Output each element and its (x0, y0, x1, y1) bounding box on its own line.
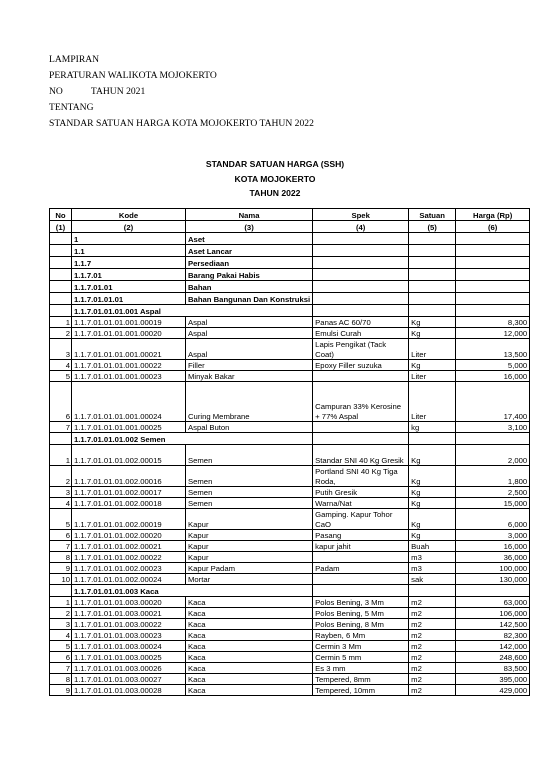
cell-kode: 1.1.7.01.01.01.003.00023 (72, 630, 186, 641)
cell-satuan: Kg (409, 317, 456, 328)
cell-no: 5 (50, 641, 72, 652)
table-row (50, 652, 530, 663)
section-kode: 1.1.7 (72, 257, 186, 269)
table-row (50, 487, 530, 498)
section-nama: Aset Lancar (186, 245, 313, 257)
cell-nama: Filler (186, 360, 313, 371)
section-nama: Persediaan (186, 257, 313, 269)
col-header-no: No (50, 209, 72, 221)
col-num-3: (3) (186, 221, 313, 233)
cell-satuan: m2 (409, 597, 456, 608)
cell-satuan: sak (409, 574, 456, 585)
table-row (50, 674, 530, 685)
cell-harga: 3,000 (456, 530, 530, 541)
cell-satuan: Kg (409, 445, 456, 466)
cell-harga: 16,000 (456, 371, 530, 382)
cell-kode: 1.1.7.01.01.01.003.00027 (72, 674, 186, 685)
table-row (50, 509, 530, 530)
cell-spek (313, 552, 409, 563)
price-table (49, 208, 530, 696)
cell-no: 4 (50, 360, 72, 371)
header-line-lampiran: LAMPIRAN (49, 54, 100, 65)
cell-kode: 1.1.7.01.01.01.001.00023 (72, 371, 186, 382)
cell-no: 2 (50, 608, 72, 619)
cell-harga: 106,000 (456, 608, 530, 619)
cell-kode: 1.1.7.01.01.01.003.00020 (72, 597, 186, 608)
cell-satuan: Buah (409, 541, 456, 552)
col-header-nama: Nama (186, 209, 313, 221)
header-line-tentang: TENTANG (49, 102, 94, 113)
table-header-row (50, 209, 530, 221)
table-row (50, 552, 530, 563)
cell-nama: Semen (186, 466, 313, 487)
group-label: 1.1.7.01.01.01.001 Aspal (72, 305, 313, 317)
table-row (50, 630, 530, 641)
cell-kode: 1.1.7.01.01.01.003.00024 (72, 641, 186, 652)
section-kode: 1 (72, 233, 186, 245)
cell-no: 3 (50, 619, 72, 630)
group-row-aspal (50, 305, 530, 317)
table-row (50, 371, 530, 382)
cell-nama: Kaca (186, 674, 313, 685)
cell-no: 5 (50, 371, 72, 382)
cell-satuan: m2 (409, 685, 456, 696)
cell-no: 7 (50, 663, 72, 674)
cell-nama: Kaca (186, 652, 313, 663)
cell-satuan: kg (409, 422, 456, 433)
table-row (50, 541, 530, 552)
title-line-3: TAHUN 2022 (249, 188, 301, 198)
cell-harga: 3,100 (456, 422, 530, 433)
cell-no: 1 (50, 597, 72, 608)
cell-harga: 248,600 (456, 652, 530, 663)
cell-spek: Rayben, 6 Mm (313, 630, 409, 641)
table-row (50, 498, 530, 509)
col-header-spek: Spek (313, 209, 409, 221)
cell-no: 9 (50, 563, 72, 574)
cell-satuan: m3 (409, 552, 456, 563)
cell-spek: Tempered, 10mm (313, 685, 409, 696)
cell-spek (313, 574, 409, 585)
cell-spek: Standar SNI 40 Kg Gresik (313, 445, 409, 466)
cell-no: 7 (50, 541, 72, 552)
cell-harga: 15,000 (456, 498, 530, 509)
cell-nama: Kapur (186, 541, 313, 552)
cell-harga: 5,000 (456, 360, 530, 371)
cell-spek: Polos Bening, 8 Mm (313, 619, 409, 630)
cell-no: 9 (50, 685, 72, 696)
section-kode: 1.1 (72, 245, 186, 257)
cell-no: 4 (50, 630, 72, 641)
cell-kode: 1.1.7.01.01.01.002.00018 (72, 498, 186, 509)
cell-harga: 142,500 (456, 619, 530, 630)
cell-kode: 1.1.7.01.01.01.002.00016 (72, 466, 186, 487)
cell-spek: Padam (313, 563, 409, 574)
header-no-label: NO (49, 86, 63, 97)
cell-spek: Panas AC 60/70 (313, 317, 409, 328)
cell-kode: 1.1.7.01.01.01.002.00017 (72, 487, 186, 498)
cell-spek: Epoxy Filler suzuka (313, 360, 409, 371)
cell-no: 7 (50, 422, 72, 433)
cell-spek (313, 371, 409, 382)
cell-satuan: m2 (409, 619, 456, 630)
table-row (50, 619, 530, 630)
cell-kode: 1.1.7.01.01.01.002.00024 (72, 574, 186, 585)
section-row (50, 257, 530, 269)
cell-spek: Campuran 33% Kerosine + 77% Aspal (313, 382, 409, 422)
table-row (50, 317, 530, 328)
cell-nama: Kaca (186, 641, 313, 652)
table-row (50, 466, 530, 487)
cell-satuan: m2 (409, 630, 456, 641)
cell-harga: 142,000 (456, 641, 530, 652)
cell-satuan: m2 (409, 674, 456, 685)
cell-satuan: m2 (409, 608, 456, 619)
cell-no: 6 (50, 652, 72, 663)
cell-nama: Semen (186, 487, 313, 498)
cell-satuan: Kg (409, 360, 456, 371)
cell-satuan: m2 (409, 663, 456, 674)
cell-no: 10 (50, 574, 72, 585)
cell-nama: Kaca (186, 663, 313, 674)
cell-nama: Kapur (186, 530, 313, 541)
cell-harga: 36,000 (456, 552, 530, 563)
group-label: 1.1.7.01.01.01.002 Semen (72, 433, 313, 445)
document-header (49, 52, 314, 132)
cell-harga: 8,300 (456, 317, 530, 328)
cell-harga: 395,000 (456, 674, 530, 685)
cell-kode: 1.1.7.01.01.01.001.00025 (72, 422, 186, 433)
cell-harga: 429,000 (456, 685, 530, 696)
cell-no: 8 (50, 674, 72, 685)
col-header-satuan: Satuan (409, 209, 456, 221)
cell-nama: Kapur (186, 509, 313, 530)
section-row (50, 245, 530, 257)
cell-no: 6 (50, 382, 72, 422)
table-row (50, 530, 530, 541)
cell-satuan: Kg (409, 509, 456, 530)
cell-spek: Emulsi Curah (313, 328, 409, 339)
document-title (0, 157, 550, 201)
table-row (50, 641, 530, 652)
cell-no: 2 (50, 466, 72, 487)
cell-kode: 1.1.7.01.01.01.002.00021 (72, 541, 186, 552)
cell-spek: Tempered, 8mm (313, 674, 409, 685)
cell-satuan: Kg (409, 466, 456, 487)
section-row (50, 233, 530, 245)
cell-nama: Kapur (186, 552, 313, 563)
cell-satuan: m3 (409, 563, 456, 574)
cell-kode: 1.1.7.01.01.01.001.00024 (72, 382, 186, 422)
col-header-kode: Kode (72, 209, 186, 221)
cell-satuan: Liter (409, 339, 456, 360)
cell-kode: 1.1.7.01.01.01.001.00019 (72, 317, 186, 328)
section-row (50, 281, 530, 293)
table-row (50, 382, 530, 422)
cell-kode: 1.1.7.01.01.01.001.00021 (72, 339, 186, 360)
section-row (50, 293, 530, 305)
table-row (50, 445, 530, 466)
cell-nama: Aspal (186, 317, 313, 328)
cell-harga: 63,000 (456, 597, 530, 608)
group-row-kaca (50, 585, 530, 597)
table-row (50, 339, 530, 360)
cell-satuan: Kg (409, 530, 456, 541)
cell-satuan: Kg (409, 328, 456, 339)
section-row (50, 269, 530, 281)
cell-no: 3 (50, 487, 72, 498)
section-kode: 1.1.7.01.01.01 (72, 293, 186, 305)
cell-no: 8 (50, 552, 72, 563)
cell-harga: 130,000 (456, 574, 530, 585)
cell-kode: 1.1.7.01.01.01.003.00026 (72, 663, 186, 674)
col-num-5: (5) (409, 221, 456, 233)
cell-harga: 1,800 (456, 466, 530, 487)
section-nama: Bahan (186, 281, 313, 293)
cell-nama: Kaca (186, 685, 313, 696)
cell-kode: 1.1.7.01.01.01.001.00022 (72, 360, 186, 371)
cell-kode: 1.1.7.01.01.01.002.00019 (72, 509, 186, 530)
cell-no: 5 (50, 509, 72, 530)
section-kode: 1.1.7.01 (72, 269, 186, 281)
col-header-harga: Harga (Rp) (456, 209, 530, 221)
cell-nama: Kaca (186, 597, 313, 608)
group-row-semen (50, 433, 530, 445)
table-subheader-row (50, 221, 530, 233)
cell-spek: Polos Bening, 3 Mm (313, 597, 409, 608)
cell-no: 1 (50, 445, 72, 466)
cell-harga: 17,400 (456, 382, 530, 422)
cell-spek: Cermin 3 Mm (313, 641, 409, 652)
col-num-2: (2) (72, 221, 186, 233)
cell-nama: Mortar (186, 574, 313, 585)
cell-nama: Minyak Bakar (186, 371, 313, 382)
cell-nama: Semen (186, 445, 313, 466)
cell-harga: 12,000 (456, 328, 530, 339)
cell-spek: Polos Bening, 5 Mm (313, 608, 409, 619)
table-row (50, 574, 530, 585)
cell-spek: Pasang (313, 530, 409, 541)
col-num-6: (6) (456, 221, 530, 233)
cell-kode: 1.1.7.01.01.01.003.00022 (72, 619, 186, 630)
cell-spek: Es 3 mm (313, 663, 409, 674)
col-num-4: (4) (313, 221, 409, 233)
section-nama: Aset (186, 233, 313, 245)
header-line-subject: STANDAR SATUAN HARGA KOTA MOJOKERTO TAHUN 2022 (49, 118, 314, 129)
cell-kode: 1.1.7.01.01.01.002.00022 (72, 552, 186, 563)
table-row (50, 563, 530, 574)
cell-satuan: Liter (409, 371, 456, 382)
title-line-2: KOTA MOJOKERTO (234, 173, 316, 184)
section-kode: 1.1.7.01.01 (72, 281, 186, 293)
cell-harga: 82,300 (456, 630, 530, 641)
group-label: 1.1.7.01.01.01.003 Kaca (72, 585, 313, 597)
cell-spek: Cermin 5 mm (313, 652, 409, 663)
cell-satuan: m2 (409, 652, 456, 663)
cell-kode: 1.1.7.01.01.01.001.00020 (72, 328, 186, 339)
cell-nama: Semen (186, 498, 313, 509)
cell-nama: Kaca (186, 608, 313, 619)
cell-satuan: Liter (409, 382, 456, 422)
cell-nama: Kaca (186, 630, 313, 641)
cell-harga: 13,500 (456, 339, 530, 360)
table-row (50, 663, 530, 674)
cell-no: 1 (50, 317, 72, 328)
cell-harga: 2,500 (456, 487, 530, 498)
cell-spek: Gamping. Kapur Tohor CaO (313, 509, 409, 530)
cell-harga: 2,000 (456, 445, 530, 466)
cell-kode: 1.1.7.01.01.01.003.00028 (72, 685, 186, 696)
cell-kode: 1.1.7.01.01.01.002.00023 (72, 563, 186, 574)
table-row (50, 597, 530, 608)
section-nama: Bahan Bangunan Dan Konstruksi (186, 293, 313, 305)
cell-no: 4 (50, 498, 72, 509)
cell-nama: Aspal (186, 339, 313, 360)
cell-kode: 1.1.7.01.01.01.002.00020 (72, 530, 186, 541)
header-no-year: TAHUN 2021 (90, 86, 146, 97)
cell-no: 2 (50, 328, 72, 339)
table-row (50, 685, 530, 696)
cell-kode: 1.1.7.01.01.01.003.00021 (72, 608, 186, 619)
cell-no: 6 (50, 530, 72, 541)
cell-satuan: Kg (409, 498, 456, 509)
cell-satuan: m2 (409, 641, 456, 652)
cell-nama: Aspal (186, 328, 313, 339)
table-row (50, 608, 530, 619)
section-nama: Barang Pakai Habis (186, 269, 313, 281)
cell-harga: 6,000 (456, 509, 530, 530)
cell-spek: Portland SNI 40 Kg Tiga Roda, (313, 466, 409, 487)
cell-nama: Kaca (186, 619, 313, 630)
header-line-peraturan: PERATURAN WALIKOTA MOJOKERTO (49, 70, 217, 81)
cell-spek: Putih Gresik (313, 487, 409, 498)
cell-nama: Curing Membrane (186, 382, 313, 422)
cell-harga: 16,000 (456, 541, 530, 552)
cell-harga: 83,500 (456, 663, 530, 674)
header-line-no (49, 84, 314, 100)
cell-spek: kapur jahit (313, 541, 409, 552)
cell-spek: Warna/Nat (313, 498, 409, 509)
cell-no: 3 (50, 339, 72, 360)
cell-kode: 1.1.7.01.01.01.002.00015 (72, 445, 186, 466)
cell-satuan: Kg (409, 487, 456, 498)
col-num-1: (1) (50, 221, 72, 233)
title-line-1: STANDAR SATUAN HARGA (SSH) (205, 159, 345, 169)
cell-kode: 1.1.7.01.01.01.003.00025 (72, 652, 186, 663)
cell-spek: Lapis Pengikat (Tack Coat) (313, 339, 409, 360)
cell-harga: 100,000 (456, 563, 530, 574)
cell-spek (313, 422, 409, 433)
cell-nama: Kapur Padam (186, 563, 313, 574)
cell-nama: Aspal Buton (186, 422, 313, 433)
table-row (50, 422, 530, 433)
table-row (50, 360, 530, 371)
table-row (50, 328, 530, 339)
